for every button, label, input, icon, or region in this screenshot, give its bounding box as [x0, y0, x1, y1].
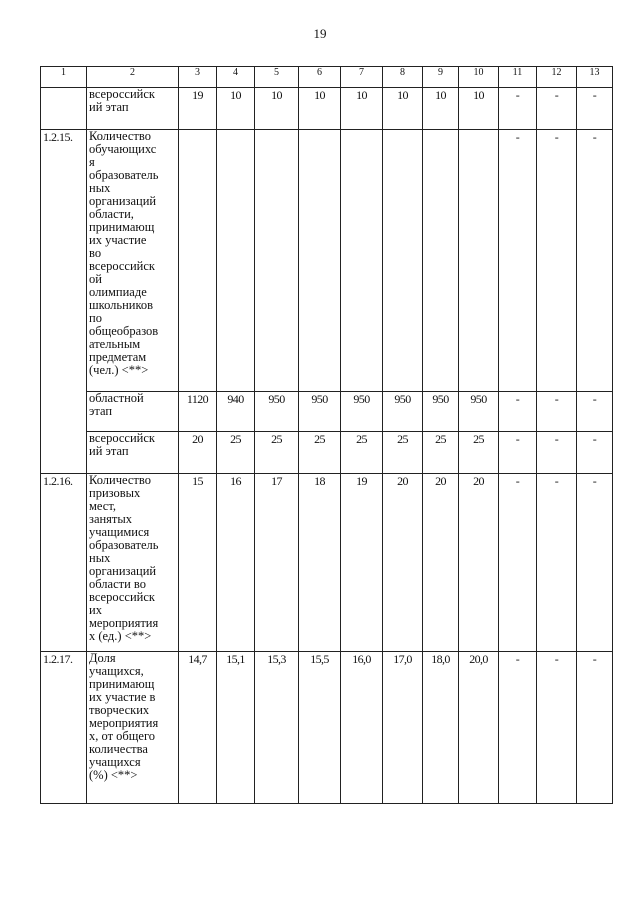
value-cell: 25: [459, 432, 499, 474]
value-cell: [459, 130, 499, 392]
indicator-name-line: области во: [89, 577, 146, 591]
value-cell: -: [537, 652, 577, 804]
indicator-name-line: во: [89, 246, 102, 260]
header-cell: 11: [499, 67, 537, 88]
page-number: 19: [313, 26, 327, 41]
value-cell: -: [577, 88, 613, 130]
value-cell: 15,1: [217, 652, 255, 804]
value-cell: 20: [179, 432, 217, 474]
indicator-name-line: всероссийск: [89, 431, 155, 445]
value-cell: -: [537, 88, 577, 130]
value-cell: -: [537, 392, 577, 432]
value-cell: -: [499, 432, 537, 474]
value-cell: -: [537, 432, 577, 474]
value-cell: 15: [179, 474, 217, 652]
indicator-name-line: всероссийск: [89, 590, 155, 604]
indicator-name-line: ий этап: [89, 100, 129, 114]
value-cell: 17,0: [383, 652, 423, 804]
value-cell: -: [499, 652, 537, 804]
indicator-name-line: их: [89, 603, 102, 617]
indicator-name-line: всероссийск: [89, 87, 155, 101]
indicator-name-line: принимающ: [89, 677, 155, 691]
indicator-name: [87, 432, 179, 474]
indicator-name-line: занятых: [89, 512, 133, 526]
indicator-name-line: принимающ: [89, 220, 155, 234]
indicators-table: [40, 66, 613, 804]
value-cell: [255, 130, 299, 392]
indicator-name-line: общеобразов: [89, 324, 159, 338]
value-cell: -: [577, 652, 613, 804]
row-index: [41, 88, 87, 130]
indicator-name-line: образователь: [89, 168, 159, 182]
value-cell: 950: [423, 392, 459, 432]
header-cell: 4: [217, 67, 255, 88]
indicator-name-line: ательным: [89, 337, 141, 351]
value-cell: -: [499, 474, 537, 652]
value-cell: -: [499, 88, 537, 130]
table-row: [41, 392, 613, 432]
value-cell: 18,0: [423, 652, 459, 804]
indicator-name-line: предметам: [89, 350, 147, 364]
value-cell: 950: [383, 392, 423, 432]
value-cell: -: [499, 392, 537, 432]
indicator-name-line: х, от общего: [89, 729, 156, 743]
indicator-name-line: (чел.) <**>: [89, 363, 149, 377]
value-cell: 10: [299, 88, 341, 130]
value-cell: 18: [299, 474, 341, 652]
table-row: [41, 88, 613, 130]
value-cell: 940: [217, 392, 255, 432]
indicator-name-line: этап: [89, 404, 113, 418]
value-cell: 950: [341, 392, 383, 432]
indicator-name-line: олимпиаде: [89, 285, 147, 299]
header-cell: 1: [41, 67, 87, 88]
value-cell: 25: [255, 432, 299, 474]
indicator-name-line: по: [89, 311, 102, 325]
value-cell: 14,7: [179, 652, 217, 804]
indicator-name-line: учащимися: [89, 525, 150, 539]
value-cell: 15,3: [255, 652, 299, 804]
indicator-name-line: мероприятия: [89, 616, 159, 630]
value-cell: 20,0: [459, 652, 499, 804]
indicator-name-line: организаций: [89, 564, 157, 578]
value-cell: 17: [255, 474, 299, 652]
row-index: 1.2.16.: [41, 474, 87, 652]
value-cell: 25: [423, 432, 459, 474]
indicator-name-line: организаций: [89, 194, 157, 208]
value-cell: 10: [459, 88, 499, 130]
indicator-name-line: учащихся,: [89, 664, 144, 678]
value-cell: 10: [217, 88, 255, 130]
indicator-name-line: их участие: [89, 233, 147, 247]
indicator-name-line: (%) <**>: [89, 768, 138, 782]
indicator-name-line: творческих: [89, 703, 150, 717]
indicator-name-line: Количество: [89, 129, 151, 143]
indicator-name-line: областной: [89, 391, 144, 405]
value-cell: 1120: [179, 392, 217, 432]
indicator-name-line: ий этап: [89, 444, 129, 458]
header-cell: 9: [423, 67, 459, 88]
value-cell: [423, 130, 459, 392]
header-cell: 7: [341, 67, 383, 88]
indicator-name-line: их участие в: [89, 690, 156, 704]
value-cell: 10: [341, 88, 383, 130]
value-cell: 15,5: [299, 652, 341, 804]
value-cell: 10: [383, 88, 423, 130]
value-cell: [299, 130, 341, 392]
indicator-name-line: обучающихс: [89, 142, 157, 156]
indicator-name-line: х (ед.) <**>: [89, 629, 152, 643]
value-cell: [217, 130, 255, 392]
value-cell: 20: [383, 474, 423, 652]
value-cell: 950: [299, 392, 341, 432]
value-cell: 25: [383, 432, 423, 474]
header-cell: 12: [537, 67, 577, 88]
indicator-name-line: Доля: [89, 651, 116, 665]
header-cell: 10: [459, 67, 499, 88]
indicator-name-line: мероприятия: [89, 716, 159, 730]
value-cell: 10: [255, 88, 299, 130]
table-row: [41, 474, 613, 652]
header-row: [41, 67, 613, 88]
header-cell: 2: [87, 67, 179, 88]
value-cell: 20: [423, 474, 459, 652]
indicator-name-line: мест,: [89, 499, 116, 513]
table-row: [41, 652, 613, 804]
indicator-name-line: я: [89, 155, 95, 169]
value-cell: 950: [459, 392, 499, 432]
indicator-name-line: области,: [89, 207, 134, 221]
value-cell: 10: [423, 88, 459, 130]
header-cell: 5: [255, 67, 299, 88]
header-cell: 3: [179, 67, 217, 88]
value-cell: 25: [299, 432, 341, 474]
header-cell: 6: [299, 67, 341, 88]
value-cell: 25: [217, 432, 255, 474]
indicator-name: [87, 652, 179, 804]
table-row: [41, 432, 613, 474]
value-cell: -: [499, 130, 537, 392]
value-cell: -: [537, 130, 577, 392]
value-cell: 16,0: [341, 652, 383, 804]
value-cell: [341, 130, 383, 392]
value-cell: -: [577, 432, 613, 474]
value-cell: 20: [459, 474, 499, 652]
row-index: 1.2.17.: [41, 652, 87, 804]
indicator-name-line: школьников: [89, 298, 154, 312]
indicator-name-line: ой: [89, 272, 102, 286]
value-cell: [179, 130, 217, 392]
indicator-name: [87, 392, 179, 432]
header-cell: 13: [577, 67, 613, 88]
indicator-name-line: всероссийск: [89, 259, 155, 273]
value-cell: -: [577, 474, 613, 652]
value-cell: [383, 130, 423, 392]
header-cell: 8: [383, 67, 423, 88]
indicator-name: [87, 474, 179, 652]
indicator-name-line: ных: [89, 181, 111, 195]
indicator-name-line: Количество: [89, 473, 151, 487]
indicator-name-line: учащихся: [89, 755, 141, 769]
row-index: 1.2.15.: [41, 130, 87, 474]
table-row: [41, 130, 613, 392]
indicator-name-line: количества: [89, 742, 148, 756]
value-cell: 950: [255, 392, 299, 432]
value-cell: -: [577, 392, 613, 432]
indicator-name: [87, 130, 179, 392]
value-cell: 25: [341, 432, 383, 474]
value-cell: 16: [217, 474, 255, 652]
indicator-name-line: ных: [89, 551, 111, 565]
value-cell: -: [537, 474, 577, 652]
indicator-name: [87, 88, 179, 130]
value-cell: 19: [341, 474, 383, 652]
indicator-name-line: призовых: [89, 486, 141, 500]
indicator-name-line: образователь: [89, 538, 159, 552]
value-cell: -: [577, 130, 613, 392]
value-cell: 19: [179, 88, 217, 130]
